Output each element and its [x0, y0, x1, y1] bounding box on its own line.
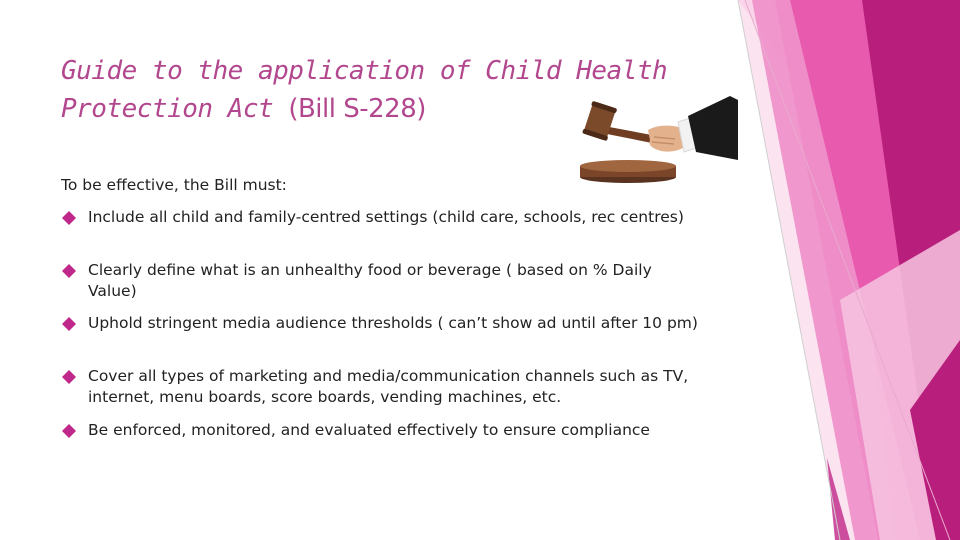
- intro-text: To be effective, the Bill must:: [61, 176, 287, 194]
- bullet-text: Include all child and family-centred settings (child care, schools, rec centres): [88, 208, 684, 226]
- diamond-bullet-icon: [62, 370, 76, 384]
- bullet-text: Clearly define what is an unhealthy food or beverage ( based on % Daily Value): [88, 261, 652, 300]
- diamond-bullet-icon: [62, 424, 76, 438]
- title-bill-part: (Bill S-228): [288, 94, 426, 124]
- bullet-text: Uphold stringent media audience thresholds ( can’t show ad until after 10 pm): [88, 314, 698, 332]
- diamond-bullet-icon: [62, 317, 76, 331]
- bullet-text: Cover all types of marketing and media/communication channels such as TV, internet, menu boards, score boards, vending machines, etc.: [88, 367, 689, 406]
- diamond-bullet-icon: [62, 211, 76, 225]
- black-sleeve: [688, 96, 738, 160]
- bullet-text: Be enforced, monitored, and evaluated effectively to ensure compliance: [88, 421, 650, 439]
- diamond-bullet-icon: [62, 264, 76, 278]
- sound-block-top: [580, 160, 676, 172]
- title-italic-part: Guide to the application of Child Health Protection Act: [61, 56, 668, 124]
- gavel-illustration: [578, 90, 738, 185]
